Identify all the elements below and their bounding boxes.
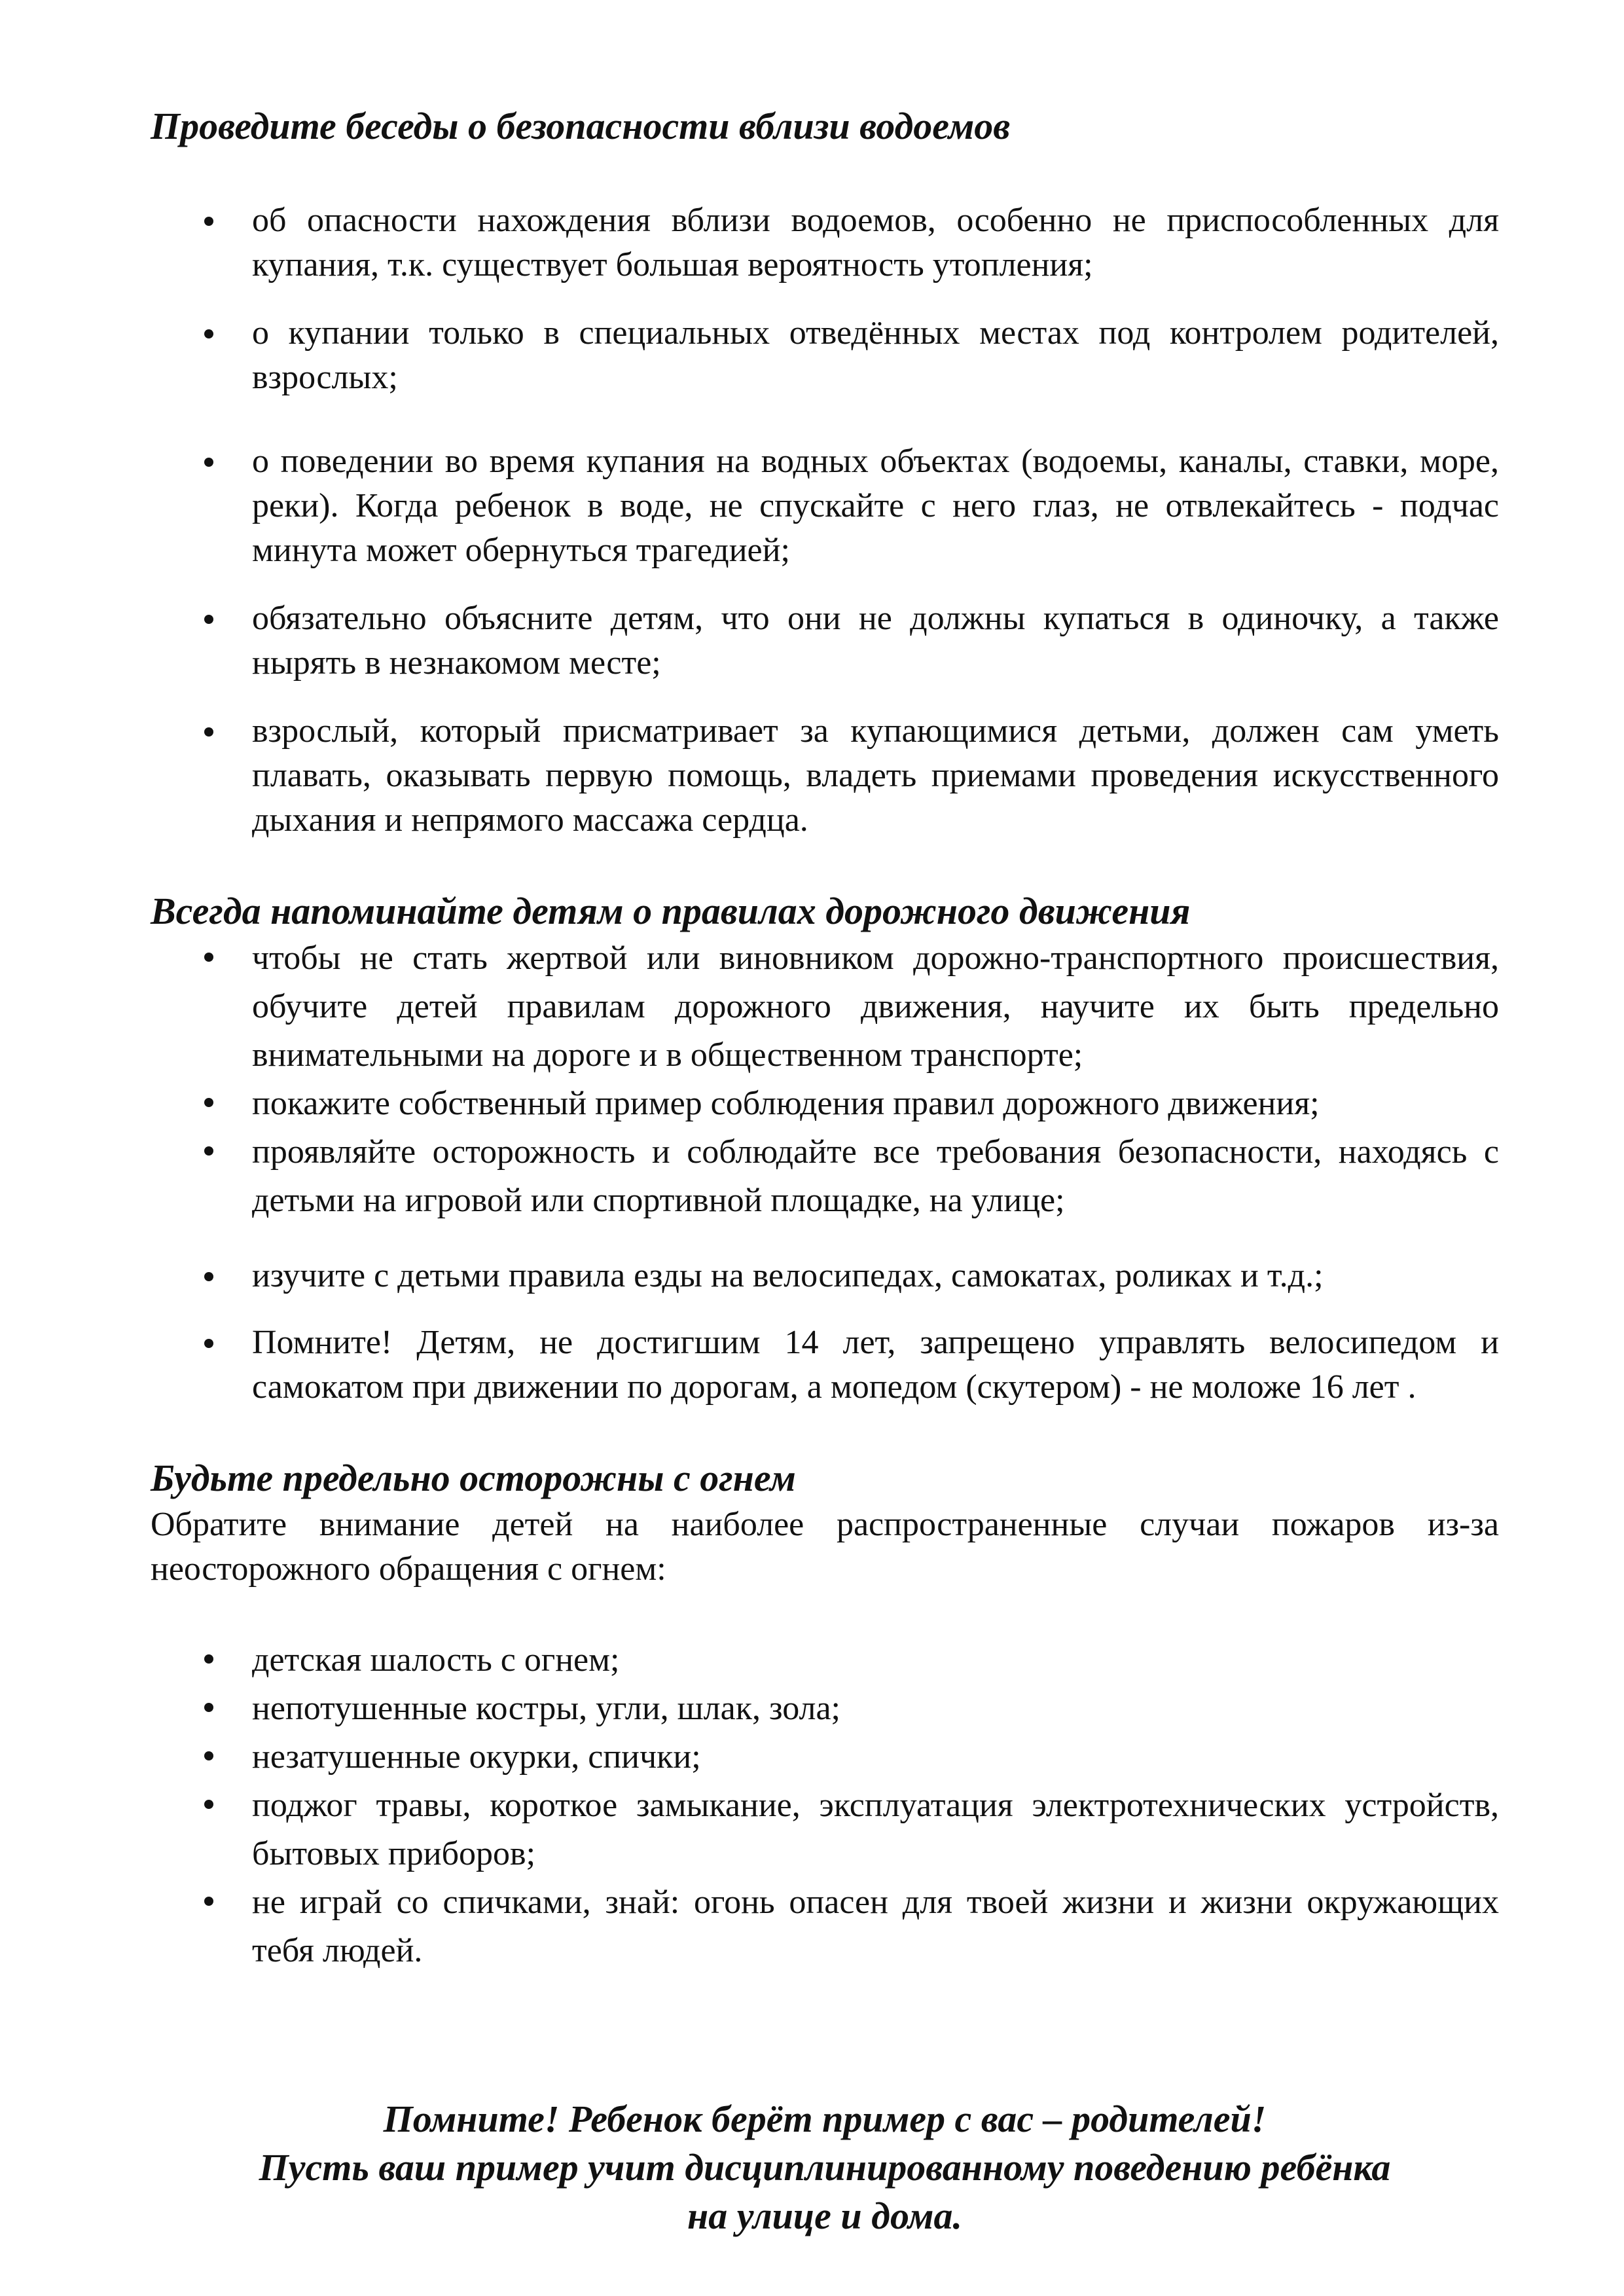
list-item: о купании только в специальных отведённых местах под контролем родителей, взрослых; [151,311,1499,400]
fire-safety-list [151,1636,1499,1975]
closing-line-1: Помните! Ребенок берёт пример с вас – родителей! [383,2098,1267,2140]
list-item: Помните! Детям, не достигшим 14 лет, запрещено управлять велосипедом и самокатом при движении по дорогам, а мопедом (скутером) - не моложе 16 лет . [151,1321,1499,1410]
bullet-icon [204,1751,213,1760]
list-item: о поведении во время купания на водных объектах (водоемы, каналы, ставки, море, реки). Когда ребенок в воде, не спускайте с него глаз, не отвлекайтесь - подчас минута может обернуться трагедией; [151,439,1499,573]
list-item: об опасности нахождения вблизи водоемов, особенно не приспособленных для купания, т.к. существует большая вероятность утопления; [151,198,1499,287]
list-item: непотушенные костры, угли, шлак, зола; [151,1685,1499,1733]
list-item: детская шалость с огнем; [151,1636,1499,1685]
list-item: чтобы не стать жертвой или виновником дорожно-транспортного происшествия, обучите детей правилам дорожного движения, научите их быть предельно внимательными на дороге и в общественном транспорте; [151,934,1499,1080]
bullet-icon [204,458,213,467]
bullet-icon [204,1800,213,1809]
document-page [151,92,1499,1975]
bullet-icon [204,727,213,737]
closing-line-3: на улице и дома. [687,2195,962,2237]
list-item: взрослый, который присматривает за купающимися детьми, должен сам уметь плавать, оказывать первую помощь, владеть приемами проведения искусственного дыхания и непрямого массажа сердца. [151,709,1499,843]
section-title-road: Всегда напоминайте детям о правилах дорожного движения [151,890,1191,932]
bullet-icon [204,1146,213,1156]
list-item: изучите с детьми правила езды на велосипедах, самокатах, роликах и т.д.; [151,1254,1499,1298]
bullet-icon [204,329,213,338]
bullet-icon [204,1897,213,1906]
section-title-water: Проведите беседы о безопасности вблизи водоемов [151,105,1011,147]
list-item: незатушенные окурки, спички; [151,1733,1499,1781]
bullet-icon [204,953,213,962]
list-item: обязательно объясните детям, что они не должны купаться в одиночку, а также нырять в незнакомом месте; [151,596,1499,685]
water-safety-list [151,198,1499,843]
bullet-icon [204,1654,213,1664]
bullet-icon [204,1098,213,1107]
bullet-icon [204,1339,213,1348]
bullet-icon [204,1272,213,1281]
bullet-icon [204,217,213,226]
list-item: проявляйте осторожность и соблюдайте все требования безопасности, находясь с детьми на игровой или спортивной площадке, на улице; [151,1128,1499,1225]
section-title-fire: Будьте предельно осторожны с огнем [151,1457,796,1499]
road-safety-list [151,934,1499,1410]
list-item: поджог травы, короткое замыкание, эксплуатация электротехнических устройств, бытовых приборов; [151,1781,1499,1878]
list-item: покажите собственный пример соблюдения правил дорожного движения; [151,1080,1499,1128]
fire-intro-text: Обратите внимание детей на наиболее распространенные случаи пожаров из-за неосторожного обращения с огнем: [151,1506,1499,1588]
list-item: не играй со спичками, знай: огонь опасен для твоей жизни и жизни окружающих тебя людей. [151,1878,1499,1975]
closing-message [151,2095,1499,2240]
bullet-icon [204,1703,213,1712]
closing-line-2: Пусть ваш пример учит дисциплинированному поведению ребёнка [259,2146,1391,2189]
bullet-icon [204,615,213,624]
